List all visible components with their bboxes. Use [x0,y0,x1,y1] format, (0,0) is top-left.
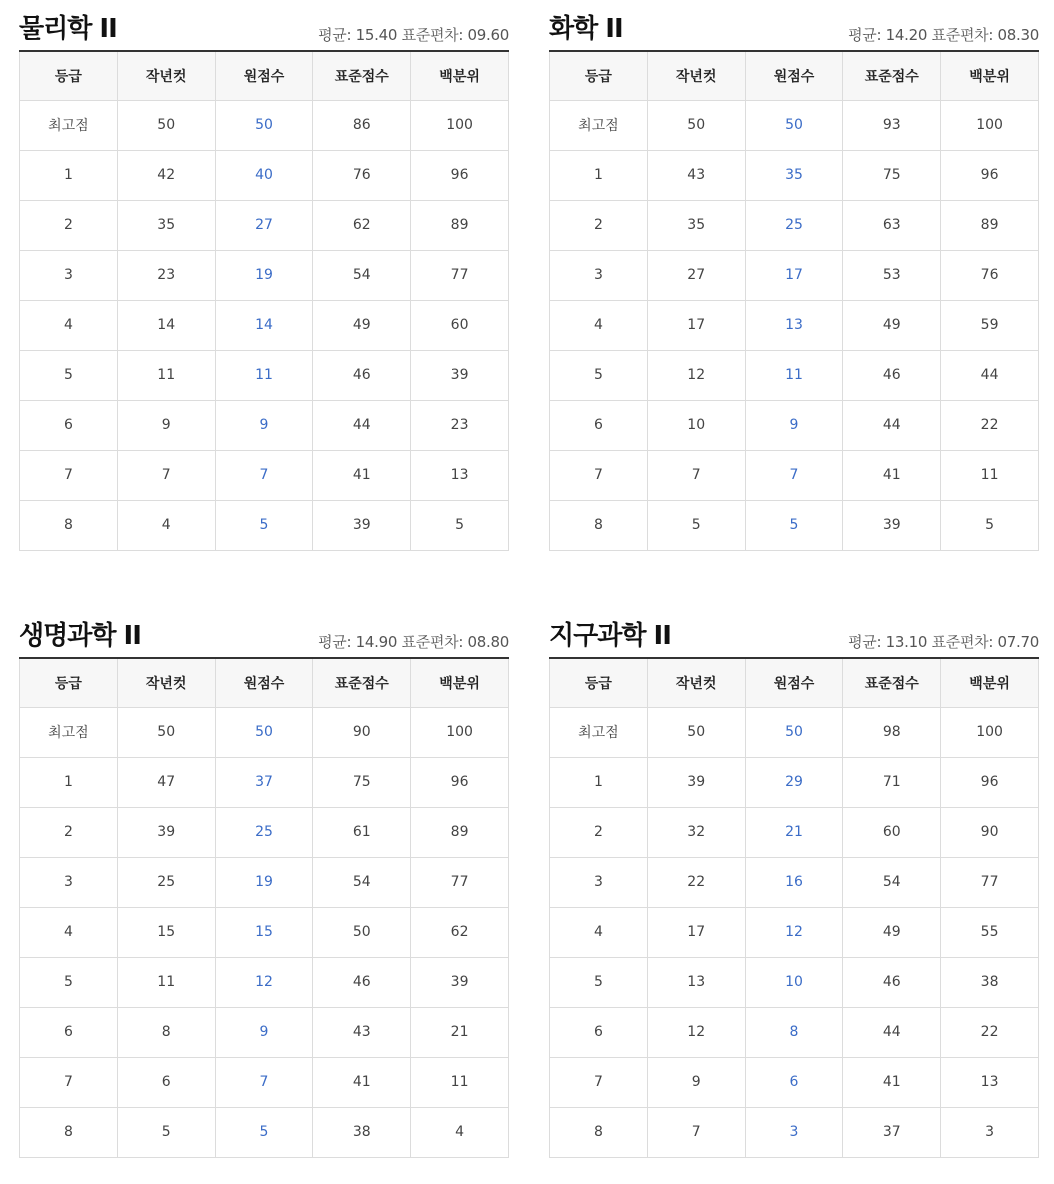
table-cell: 6 [20,400,118,450]
table-row [550,100,1039,150]
table-cell: 53 [843,250,941,300]
table-cell: 93 [843,100,941,150]
table-cell: 8 [20,1107,118,1157]
table-cell: 96 [941,150,1039,200]
table-cell: 6 [550,400,648,450]
table-cell: 98 [843,707,941,757]
table-cell: 12 [647,1007,745,1057]
raw-score-cell: 25 [215,807,313,857]
table-cell: 2 [550,200,648,250]
table-cell: 8 [550,500,648,550]
grade-table [549,50,1039,551]
table-cell: 46 [313,350,411,400]
column-header: 백분위 [941,51,1039,100]
table-row [550,400,1039,450]
table-row [550,707,1039,757]
table-cell: 4 [411,1107,509,1157]
column-header: 작년컷 [117,51,215,100]
table-cell: 5 [20,957,118,1007]
table-cell: 13 [647,957,745,1007]
table-cell: 76 [313,150,411,200]
table-cell: 1 [550,150,648,200]
table-row [550,250,1039,300]
table-cell: 32 [647,807,745,857]
table-cell: 100 [941,707,1039,757]
table-cell: 5 [647,500,745,550]
table-cell: 96 [411,757,509,807]
raw-score-cell: 50 [215,707,313,757]
table-cell: 49 [843,300,941,350]
table-cell: 39 [313,500,411,550]
table-cell: 최고점 [20,100,118,150]
table-cell: 5 [20,350,118,400]
grade-table [19,657,509,1158]
table-cell: 7 [117,450,215,500]
table-cell: 89 [411,807,509,857]
table-cell: 37 [843,1107,941,1157]
table-cell: 3 [20,250,118,300]
table-cell: 5 [550,957,648,1007]
table-cell: 55 [941,907,1039,957]
table-row [20,150,509,200]
panel-stats: 평균: 14.90 표준편차: 08.80 [318,633,509,651]
table-cell: 5 [550,350,648,400]
table-cell: 10 [647,400,745,450]
table-cell: 7 [647,1107,745,1157]
table-cell: 63 [843,200,941,250]
table-row [20,200,509,250]
column-header: 작년컷 [647,658,745,707]
table-cell: 44 [941,350,1039,400]
column-header: 백분위 [411,51,509,100]
panel-title: 물리학 II [19,14,117,44]
table-cell: 4 [20,907,118,957]
table-cell: 41 [843,450,941,500]
table-cell: 60 [411,300,509,350]
raw-score-cell: 40 [215,150,313,200]
table-cell: 12 [647,350,745,400]
table-row [550,500,1039,550]
table-cell: 7 [20,1057,118,1107]
table-cell: 7 [550,450,648,500]
table-cell: 100 [941,100,1039,150]
table-cell: 41 [843,1057,941,1107]
table-cell: 89 [941,200,1039,250]
table-cell: 35 [647,200,745,250]
raw-score-cell: 5 [745,500,843,550]
table-cell: 100 [411,100,509,150]
table-cell: 2 [20,200,118,250]
table-row [20,907,509,957]
table-cell: 11 [117,957,215,1007]
table-cell: 7 [20,450,118,500]
table-cell: 62 [411,907,509,957]
table-row [550,757,1039,807]
table-header-row [550,51,1039,100]
table-cell: 11 [941,450,1039,500]
table-cell: 7 [647,450,745,500]
table-row [20,807,509,857]
table-cell: 44 [843,400,941,450]
raw-score-cell: 3 [745,1107,843,1157]
raw-score-cell: 27 [215,200,313,250]
table-cell: 44 [843,1007,941,1057]
panel-title: 생명과학 II [19,621,141,651]
table-cell: 8 [20,500,118,550]
table-row [550,300,1039,350]
table-cell: 90 [313,707,411,757]
table-cell: 75 [313,757,411,807]
table-cell: 최고점 [20,707,118,757]
table-cell: 1 [20,150,118,200]
table-cell: 5 [411,500,509,550]
table-cell: 61 [313,807,411,857]
panel-header [19,607,509,657]
panel-stats: 평균: 15.40 표준편차: 09.60 [318,26,509,44]
raw-score-cell: 12 [215,957,313,1007]
table-row [20,350,509,400]
raw-score-cell: 8 [745,1007,843,1057]
table-row [550,1007,1039,1057]
raw-score-cell: 9 [745,400,843,450]
table-cell: 46 [843,957,941,1007]
column-header: 원점수 [745,51,843,100]
table-cell: 50 [647,707,745,757]
table-row [550,150,1039,200]
panel-title: 지구과학 II [549,621,671,651]
table-row [550,857,1039,907]
table-cell: 41 [313,450,411,500]
raw-score-cell: 14 [215,300,313,350]
raw-score-cell: 19 [215,857,313,907]
grade-table [549,657,1039,1158]
table-cell: 96 [411,150,509,200]
table-cell: 5 [117,1107,215,1157]
raw-score-cell: 17 [745,250,843,300]
table-row [20,500,509,550]
table-cell: 38 [941,957,1039,1007]
raw-score-cell: 29 [745,757,843,807]
table-cell: 77 [411,250,509,300]
table-row [550,450,1039,500]
raw-score-cell: 13 [745,300,843,350]
column-header: 등급 [550,51,648,100]
table-cell: 17 [647,300,745,350]
table-cell: 42 [117,150,215,200]
table-cell: 3 [941,1107,1039,1157]
table-cell: 44 [313,400,411,450]
panel-stats: 평균: 14.20 표준편차: 08.30 [848,26,1039,44]
table-cell: 90 [941,807,1039,857]
table-cell: 22 [941,400,1039,450]
table-cell: 54 [313,250,411,300]
raw-score-cell: 50 [745,100,843,150]
table-cell: 43 [313,1007,411,1057]
table-cell: 9 [117,400,215,450]
table-header-row [20,658,509,707]
panel-header [19,0,509,50]
table-row [20,757,509,807]
table-cell: 6 [117,1057,215,1107]
column-header: 등급 [20,51,118,100]
table-cell: 41 [313,1057,411,1107]
table-cell: 39 [411,957,509,1007]
raw-score-cell: 7 [215,1057,313,1107]
raw-score-cell: 50 [215,100,313,150]
table-cell: 15 [117,907,215,957]
table-header-row [20,51,509,100]
table-cell: 27 [647,250,745,300]
raw-score-cell: 12 [745,907,843,957]
table-row [20,250,509,300]
table-cell: 46 [313,957,411,1007]
raw-score-cell: 6 [745,1057,843,1107]
table-cell: 62 [313,200,411,250]
raw-score-cell: 16 [745,857,843,907]
table-cell: 6 [550,1007,648,1057]
table-cell: 3 [550,857,648,907]
raw-score-cell: 19 [215,250,313,300]
column-header: 표준점수 [843,51,941,100]
table-cell: 77 [941,857,1039,907]
column-header: 작년컷 [117,658,215,707]
table-cell: 22 [941,1007,1039,1057]
raw-score-cell: 21 [745,807,843,857]
table-cell: 23 [411,400,509,450]
column-header: 백분위 [411,658,509,707]
table-cell: 13 [941,1057,1039,1107]
table-cell: 21 [411,1007,509,1057]
raw-score-cell: 35 [745,150,843,200]
table-row [20,400,509,450]
table-cell: 1 [20,757,118,807]
panel-title: 화학 II [549,14,623,44]
column-header: 표준점수 [313,51,411,100]
table-cell: 60 [843,807,941,857]
column-header: 등급 [550,658,648,707]
table-cell: 25 [117,857,215,907]
table-cell: 89 [411,200,509,250]
panel-header [549,0,1039,50]
table-row [20,957,509,1007]
table-row [550,1107,1039,1157]
panel-physics [19,0,509,551]
table-cell: 47 [117,757,215,807]
table-cell: 38 [313,1107,411,1157]
table-cell: 50 [117,707,215,757]
table-row [550,907,1039,957]
table-cell: 39 [647,757,745,807]
table-cell: 최고점 [550,100,648,150]
table-row [550,350,1039,400]
table-cell: 50 [313,907,411,957]
table-cell: 11 [411,1057,509,1107]
table-cell: 59 [941,300,1039,350]
raw-score-cell: 25 [745,200,843,250]
column-header: 원점수 [215,658,313,707]
table-cell: 3 [550,250,648,300]
table-cell: 6 [20,1007,118,1057]
column-header: 원점수 [215,51,313,100]
table-cell: 54 [843,857,941,907]
table-cell: 50 [647,100,745,150]
table-cell: 9 [647,1057,745,1107]
table-row [20,100,509,150]
table-cell: 54 [313,857,411,907]
table-cell: 49 [843,907,941,957]
table-cell: 5 [941,500,1039,550]
table-cell: 77 [411,857,509,907]
raw-score-cell: 15 [215,907,313,957]
raw-score-cell: 7 [215,450,313,500]
table-row [20,450,509,500]
table-row [20,1057,509,1107]
raw-score-cell: 5 [215,1107,313,1157]
table-cell: 13 [411,450,509,500]
table-row [550,1057,1039,1107]
table-cell: 2 [550,807,648,857]
table-row [20,707,509,757]
table-cell: 39 [843,500,941,550]
table-cell: 8 [117,1007,215,1057]
raw-score-cell: 11 [215,350,313,400]
table-cell: 49 [313,300,411,350]
table-cell: 4 [550,907,648,957]
table-cell: 22 [647,857,745,907]
table-cell: 3 [20,857,118,907]
raw-score-cell: 7 [745,450,843,500]
table-cell: 86 [313,100,411,150]
table-cell: 1 [550,757,648,807]
table-cell: 4 [117,500,215,550]
table-cell: 39 [117,807,215,857]
table-cell: 71 [843,757,941,807]
table-cell: 75 [843,150,941,200]
column-header: 등급 [20,658,118,707]
raw-score-cell: 9 [215,400,313,450]
panel-header [549,607,1039,657]
panel-life-science [19,607,509,1158]
panel-chemistry [549,0,1039,551]
grade-table [19,50,509,551]
table-row [20,857,509,907]
table-cell: 2 [20,807,118,857]
table-row [20,1007,509,1057]
table-cell: 46 [843,350,941,400]
table-cell: 100 [411,707,509,757]
table-row [550,200,1039,250]
table-cell: 17 [647,907,745,957]
raw-score-cell: 5 [215,500,313,550]
table-cell: 76 [941,250,1039,300]
panel-earth-science [549,607,1039,1158]
column-header: 표준점수 [313,658,411,707]
table-cell: 4 [550,300,648,350]
table-cell: 39 [411,350,509,400]
column-header: 작년컷 [647,51,745,100]
table-cell: 8 [550,1107,648,1157]
table-row [20,300,509,350]
table-row [550,957,1039,1007]
raw-score-cell: 37 [215,757,313,807]
table-row [20,1107,509,1157]
table-cell: 23 [117,250,215,300]
table-cell: 최고점 [550,707,648,757]
column-header: 표준점수 [843,658,941,707]
raw-score-cell: 9 [215,1007,313,1057]
table-cell: 43 [647,150,745,200]
raw-score-cell: 11 [745,350,843,400]
column-header: 원점수 [745,658,843,707]
table-cell: 96 [941,757,1039,807]
raw-score-cell: 10 [745,957,843,1007]
table-cell: 7 [550,1057,648,1107]
raw-score-cell: 50 [745,707,843,757]
table-row [550,807,1039,857]
table-cell: 4 [20,300,118,350]
table-cell: 50 [117,100,215,150]
table-header-row [550,658,1039,707]
panel-stats: 평균: 13.10 표준편차: 07.70 [848,633,1039,651]
table-cell: 35 [117,200,215,250]
table-cell: 14 [117,300,215,350]
table-cell: 11 [117,350,215,400]
column-header: 백분위 [941,658,1039,707]
